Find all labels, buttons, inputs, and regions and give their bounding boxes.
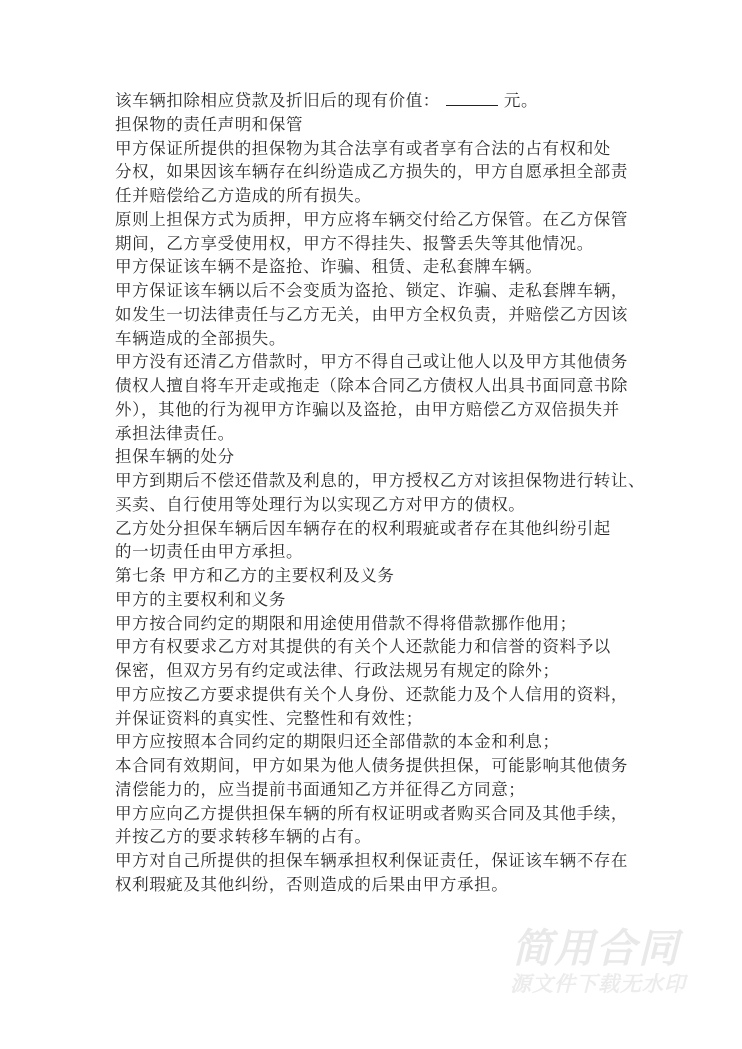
paragraph-line: 如发生一切法律责任与乙方无关，由甲方全权负责，并赔偿乙方因该 [115, 304, 628, 324]
paragraph-line: 甲方应向乙方提供担保车辆的所有权证明或者购买合同及其他手续， [115, 803, 628, 823]
value-unit: 元。 [503, 91, 539, 110]
paragraph-line: 清偿能力的，应当提前书面通知乙方并征得乙方同意； [115, 779, 526, 799]
paragraph-line: 甲方按合同约定的期限和用途使用借款不得将借款挪作他用； [115, 613, 577, 633]
paragraph-line: 本合同有效期间，甲方如果为他人债务提供担保，可能影响其他债务 [115, 756, 628, 775]
paragraph-line: 承担法律责任。 [115, 423, 235, 443]
watermark-subtitle: 源文件下载无水印 [510, 972, 686, 996]
paragraph-line: 分权，如果因该车辆存在纠纷造成乙方损失的，甲方自愿承担全部责 [115, 162, 628, 182]
paragraph-line: 买卖、自行使用等处理行为以实现乙方对甲方的债权。 [115, 494, 526, 514]
paragraph-line: 并按乙方的要求转移车辆的占有。 [115, 827, 372, 847]
section-heading-collateral-disposal: 担保车辆的处分 [115, 447, 235, 467]
paragraph-line: 乙方处分担保车辆后因车辆存在的权利瑕疵或者存在其他纠纷引起 [115, 518, 611, 538]
paragraph-line: 债权人擅自将车开走或拖走（除本合同乙方债权人出具书面同意书除 [115, 376, 628, 395]
paragraph-line: 甲方到期后不偿还借款及利息的，甲方授权乙方对该担保物进行转让、 [115, 471, 646, 490]
section-heading-collateral-responsibility: 担保物的责任声明和保管 [115, 114, 304, 134]
section-heading-party-a-rights: 甲方的主要权利和义务 [115, 589, 286, 609]
paragraph-line: 并保证资料的真实性、完整性和有效性； [115, 708, 423, 728]
paragraph-line: 甲方应按乙方要求提供有关个人身份、还款能力及个人信用的资料， [115, 684, 628, 704]
paragraph-line: 甲方有权要求乙方对其提供的有关个人还款能力和信誉的资料予以 [115, 637, 611, 657]
paragraph-line: 甲方对自己所提供的担保车辆承担权利保证责任，保证该车辆不存在 [115, 851, 628, 870]
paragraph-line: 车辆造成的全部损失。 [115, 328, 286, 348]
paragraph-line: 权利瑕疵及其他纠纷，否则造成的后果由甲方承担。 [115, 874, 509, 894]
watermark-title: 简用合同 [512, 926, 680, 972]
paragraph-line: 外），其他的行为视甲方诈骗以及盗抢，由甲方赔偿乙方双倍损失并 [115, 399, 620, 419]
paragraph-line: 甲方应按照本合同约定的期限归还全部借款的本金和利息； [115, 732, 560, 752]
paragraph-line: 甲方保证该车辆不是盗抢、诈骗、租赁、走私套牌车辆。 [115, 257, 543, 277]
paragraph-line: 保密，但双方另有约定或法律、行政法规另有规定的除外； [115, 661, 560, 680]
document-body [115, 89, 655, 897]
value-line [115, 89, 655, 113]
paragraph-line: 期间，乙方享受使用权，甲方不得挂失、报警丢失等其他情况。 [115, 233, 594, 253]
paragraph-line: 的一切责任由甲方承担。 [115, 542, 304, 562]
paragraph-line: 甲方保证所提供的担保物为其合法享有或者享有合法的占有权和处 [115, 138, 611, 158]
article-heading-7: 第七条 甲方和乙方的主要权利及义务 [115, 566, 395, 585]
paragraph-line: 甲方没有还清乙方借款时，甲方不得自己或让他人以及甲方其他债务 [115, 352, 628, 372]
value-label: 该车辆扣除相应贷款及折旧后的现有价值： [115, 91, 440, 110]
paragraph-line: 原则上担保方式为质押，甲方应将车辆交付给乙方保管。在乙方保管 [115, 209, 628, 229]
value-blank-field [446, 90, 498, 106]
paragraph-line: 任并赔偿给乙方造成的所有损失。 [115, 186, 372, 205]
paragraph-line: 甲方保证该车辆以后不会变质为盗抢、锁定、诈骗、走私套牌车辆， [115, 281, 628, 300]
